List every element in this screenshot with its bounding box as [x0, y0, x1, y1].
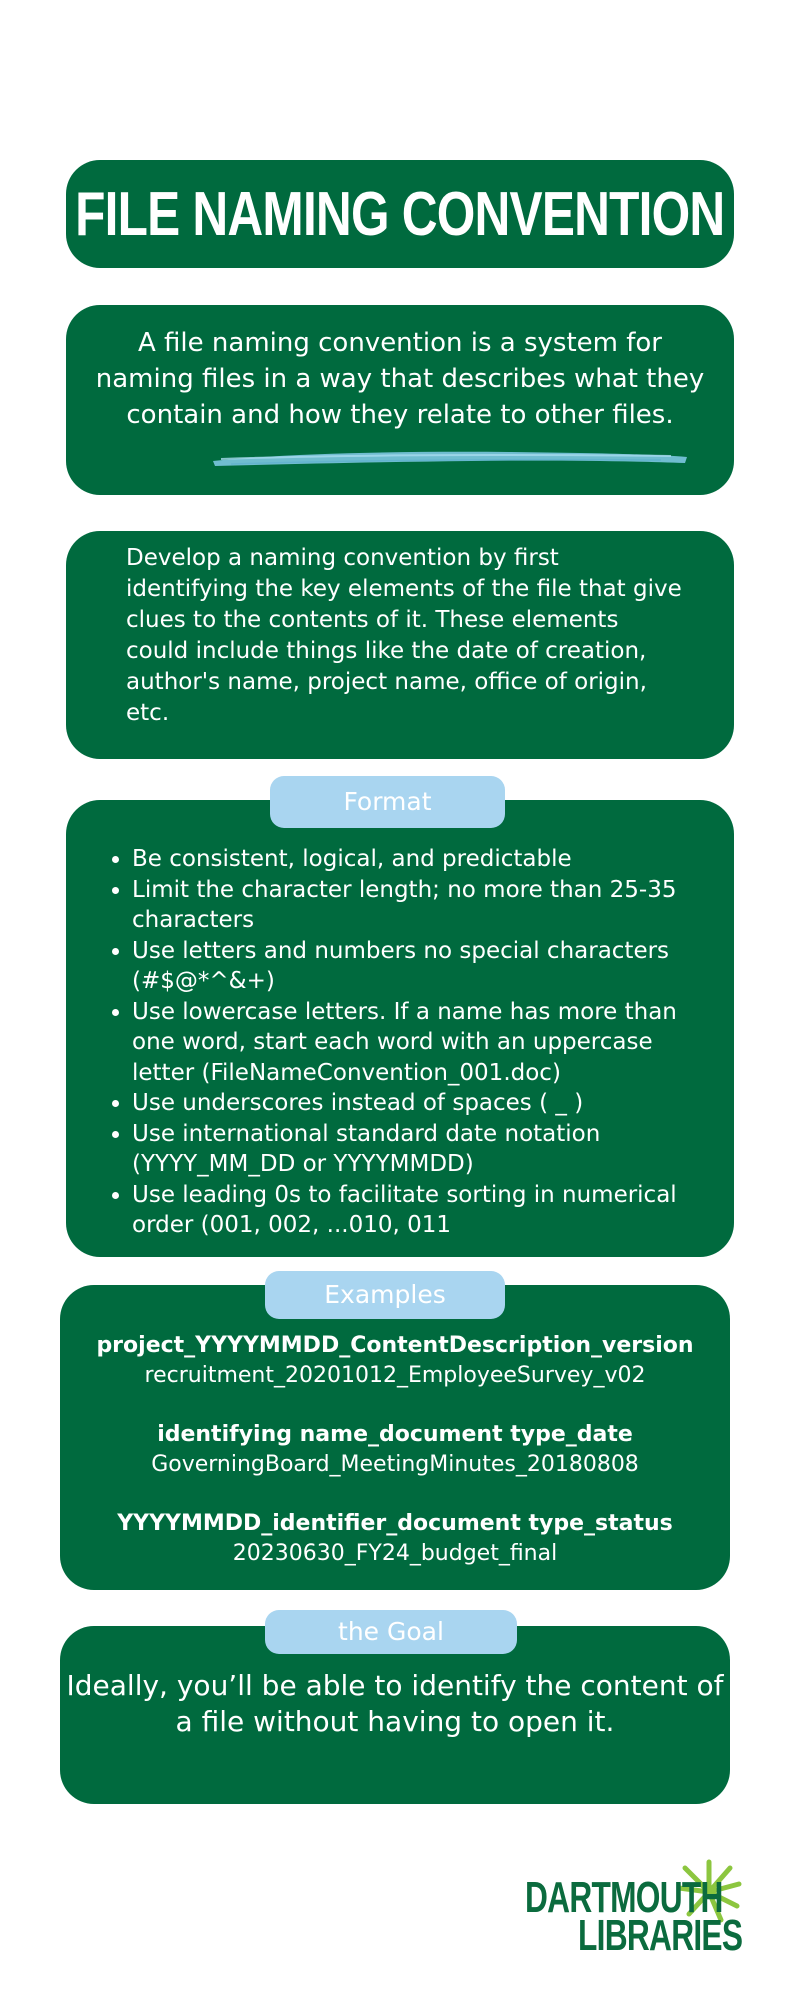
brush-stroke-underline — [211, 447, 691, 471]
format-card — [66, 800, 734, 1257]
list-item: • Use leading 0s to facilitate sorting in numerical order (001, 002, ...010, 011 — [132, 1180, 710, 1241]
format-label: Format — [270, 776, 505, 828]
examples-card — [60, 1285, 730, 1590]
format-list — [106, 844, 710, 1241]
list-item: • Limit the character length; no more than 25-35 characters — [132, 875, 710, 936]
example-sample: GoverningBoard_MeetingMinutes_20180808 — [151, 1452, 639, 1477]
logo-wordmark-line2: LIBRARIES — [578, 1911, 743, 1960]
goal-label: the Goal — [265, 1610, 517, 1654]
page-title: FILE NAMING CONVENTION — [75, 179, 725, 249]
example-sample: 20230630_FY24_budget_final — [232, 1541, 558, 1566]
example-pattern: project_YYYYMMDD_ContentDescription_version — [96, 1333, 694, 1358]
examples-label: Examples — [265, 1271, 505, 1319]
example-sample: recruitment_20201012_EmployeeSurvey_v02 — [144, 1363, 646, 1388]
develop-text: Develop a naming convention by first identifying the key elements of the file that give clues to the contents of it. These elements could include things like the date of creation, author's name, project name, office of origin, etc. — [126, 545, 682, 726]
intro-text: A file naming convention is a system for naming files in a way that describes what they contain and how they relate to other files. — [95, 328, 705, 430]
logo-wordmark-line1: DARTMOUTH — [525, 1873, 723, 1922]
develop-card — [66, 531, 734, 759]
dartmouth-libraries-logo — [523, 1858, 743, 1958]
title-banner — [66, 160, 734, 268]
example-group — [60, 1420, 730, 1480]
example-pattern: YYYYMMDD_identifier_document type_status — [117, 1511, 673, 1536]
list-item: • Use underscores instead of spaces ( _ ) — [132, 1088, 710, 1119]
goal-text: Ideally, you’ll be able to identify the content of a file without having to open it. — [66, 1669, 724, 1738]
list-item: • Be consistent, logical, and predictable — [132, 844, 710, 875]
intro-card — [66, 305, 734, 495]
list-item: • Use lowercase letters. If a name has more than one word, start each word with an uppercase letter (FileNameConvention_001.doc) — [132, 997, 710, 1089]
list-item: • Use letters and numbers no special characters (#$@*^&+) — [132, 936, 710, 997]
example-group — [60, 1331, 730, 1391]
example-group — [60, 1509, 730, 1569]
example-pattern: identifying name_document type_date — [157, 1422, 633, 1447]
list-item: • Use international standard date notation (YYYY_MM_DD or YYYYMMDD) — [132, 1119, 710, 1180]
